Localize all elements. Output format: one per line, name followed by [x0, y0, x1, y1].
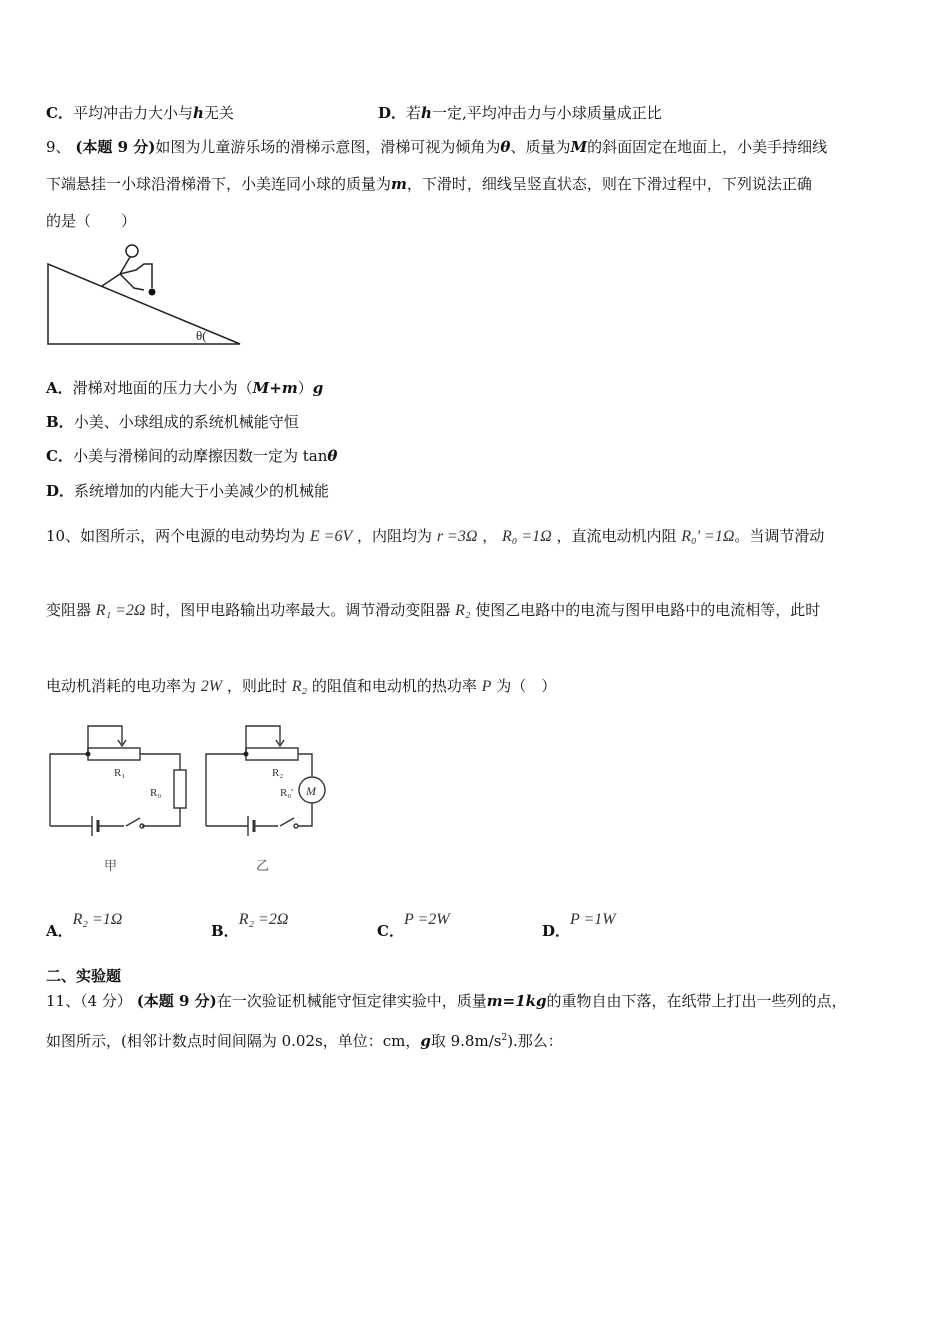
- score: （4 分）: [80, 992, 132, 1010]
- q8-option-d: [378, 102, 662, 123]
- switch-contact: [294, 824, 298, 828]
- q9-line-1: [46, 137, 827, 157]
- option-text: 系统增加的内能大于小美减少的机械能: [74, 482, 330, 500]
- text: 如图为儿童游乐场的滑梯示意图，滑梯可视为倾角为: [155, 138, 501, 156]
- option-letter: B．: [46, 413, 74, 431]
- variable: θ: [327, 447, 338, 465]
- variable: h: [421, 104, 432, 122]
- marks: (本题 9 分): [75, 138, 156, 156]
- text: 如图所示，两个电源的电动势均为: [80, 527, 306, 545]
- math-expression: R₂: [455, 602, 471, 619]
- section-heading: 二、实验题: [46, 967, 122, 985]
- q11-line-2: [46, 1028, 563, 1051]
- option-letter: A．: [46, 379, 73, 397]
- circuit-yi: [206, 726, 325, 836]
- option-text: 若: [406, 104, 422, 122]
- variable: h: [192, 104, 204, 122]
- text: ，内阻均为: [357, 527, 433, 545]
- q10-line-2: [46, 600, 820, 621]
- math-expression: R₂: [291, 678, 308, 695]
- text: 使图乙电路中的电流与图甲电路中的电流相等，此时: [475, 601, 821, 619]
- switch-blade: [126, 818, 140, 826]
- option-text: 平均冲击力大小与: [72, 104, 193, 122]
- option-letter: C．: [46, 447, 73, 465]
- option-letter: D．: [378, 104, 407, 122]
- math-expression: R₁ =2Ω: [95, 602, 146, 619]
- variable: M: [570, 138, 588, 156]
- switch-blade: [280, 818, 294, 826]
- math-expression: R₀' =1Ω: [681, 528, 735, 545]
- q9-option-b: [46, 412, 299, 432]
- q10-line-1: [46, 526, 824, 547]
- q10-option-c: [377, 908, 450, 940]
- q11-line-1: [46, 991, 847, 1011]
- text: 电动机消耗的电功率为: [46, 677, 197, 695]
- variable: g: [312, 379, 324, 397]
- question-number: 11、: [46, 992, 81, 1010]
- slide-figure: [40, 240, 250, 352]
- text: 在一次验证机械能守恒定律实验中，质量: [216, 992, 487, 1010]
- circuit-jia: [50, 726, 186, 836]
- text: 取 9.8m/s: [430, 1032, 502, 1050]
- text: 的斜面固定在地面上，小美手持细线: [587, 138, 828, 156]
- q9-option-c: [46, 446, 337, 466]
- option-letter: A．: [46, 922, 73, 940]
- math-expression: M+m: [252, 379, 298, 397]
- math-expression: 2W: [200, 678, 223, 695]
- option-letter: C．: [377, 922, 404, 940]
- variable: m: [391, 175, 407, 193]
- q8-option-c: [46, 102, 234, 123]
- caption-yi: 乙: [256, 858, 270, 873]
- text: 变阻器: [46, 601, 92, 619]
- option-text: 无关: [203, 104, 234, 122]
- q10-option-d: [542, 908, 616, 940]
- label-r0-prime: R₀': [280, 787, 294, 799]
- text: 的是（ ）: [46, 212, 137, 230]
- marks: (本题 9 分): [136, 992, 217, 1010]
- superscript: 2: [501, 1033, 508, 1043]
- slider-wire: [246, 726, 280, 754]
- text: 的重物自由下落，在纸带上打出一些列的点，: [546, 992, 847, 1010]
- option-text: 小美、小球组成的系统机械能守恒: [73, 413, 299, 431]
- wire: [298, 803, 312, 826]
- math-expression: R₀ =1Ω: [501, 528, 552, 545]
- q9-line-3: [46, 211, 136, 231]
- hanging-ball: [149, 289, 156, 296]
- option-text: 一定,平均冲击力与小球质量成正比: [431, 104, 662, 122]
- math-expression: R₂ =2Ω: [238, 911, 289, 928]
- option-letter: C．: [46, 104, 73, 122]
- circuit-figures: [40, 718, 340, 880]
- slider-wire: [88, 726, 122, 754]
- math-expression: P: [481, 678, 492, 695]
- wire: [140, 754, 180, 770]
- q10-option-a: [46, 908, 123, 940]
- q10-option-b: [211, 908, 289, 940]
- caption-jia: 甲: [104, 858, 118, 873]
- math-expression: E =6V: [309, 528, 353, 545]
- question-number: 9、: [46, 138, 71, 156]
- text: ，直流电动机内阻: [556, 527, 677, 545]
- text: 如图所示，(相邻计数点时间间隔为 0.02s，单位：cm，: [46, 1032, 421, 1050]
- text: ，: [482, 527, 498, 545]
- text: 时，图甲电路输出功率最大。调节滑动变阻器: [150, 601, 451, 619]
- resistor-r2: [246, 748, 298, 760]
- q9-option-d: [46, 481, 329, 501]
- option-letter: D．: [542, 922, 571, 940]
- q9-option-a: [46, 378, 323, 398]
- option-letter: D．: [46, 482, 75, 500]
- motor-label: M: [306, 784, 316, 798]
- resistor-r1: [88, 748, 140, 760]
- math-expression: r =3Ω: [436, 528, 478, 545]
- angle-label: θ(: [196, 328, 207, 343]
- junction-dot: [86, 752, 91, 757]
- option-letter: B．: [211, 922, 239, 940]
- math-expression: P =1W: [570, 911, 616, 928]
- math-expression: P =2W: [403, 911, 450, 928]
- child-figure: [102, 257, 152, 290]
- q10-line-3: [46, 676, 556, 697]
- option-text: ）: [297, 379, 313, 397]
- wire: [50, 754, 88, 826]
- text: ，下滑时，细线呈竖直状态，则在下滑过程中，下列说法正确: [406, 175, 812, 193]
- label-r2: R₂: [272, 767, 284, 779]
- section-title: [46, 966, 121, 986]
- option-text: 小美与滑梯间的动摩擦因数一定为 tan: [72, 447, 328, 465]
- q9-line-2: [46, 174, 812, 194]
- incline-triangle: [48, 264, 240, 344]
- text: 为（ ）: [496, 677, 557, 695]
- question-number: 10、: [46, 527, 81, 545]
- resistor-r0: [174, 770, 186, 808]
- label-r1: R₁: [114, 767, 126, 779]
- wire: [298, 754, 312, 776]
- math-expression: R₂ =1Ω: [72, 911, 123, 928]
- wire: [142, 808, 180, 826]
- text: 、质量为: [510, 138, 571, 156]
- math-expression: m=1kg: [486, 992, 547, 1010]
- label-r0: R₀: [150, 787, 162, 799]
- option-text: 滑梯对地面的压力大小为（: [72, 379, 253, 397]
- junction-dot: [244, 752, 249, 757]
- text: ).那么：: [507, 1032, 563, 1050]
- variable: g: [420, 1032, 431, 1050]
- text: ，则此时: [226, 677, 287, 695]
- wire: [206, 754, 246, 826]
- child-head: [126, 245, 138, 257]
- text: 的阻值和电动机的热功率: [311, 677, 477, 695]
- text: 。当调节滑动: [734, 527, 825, 545]
- variable: θ: [500, 138, 511, 156]
- text: 下端悬挂一小球沿滑梯滑下，小美连同小球的质量为: [46, 175, 392, 193]
